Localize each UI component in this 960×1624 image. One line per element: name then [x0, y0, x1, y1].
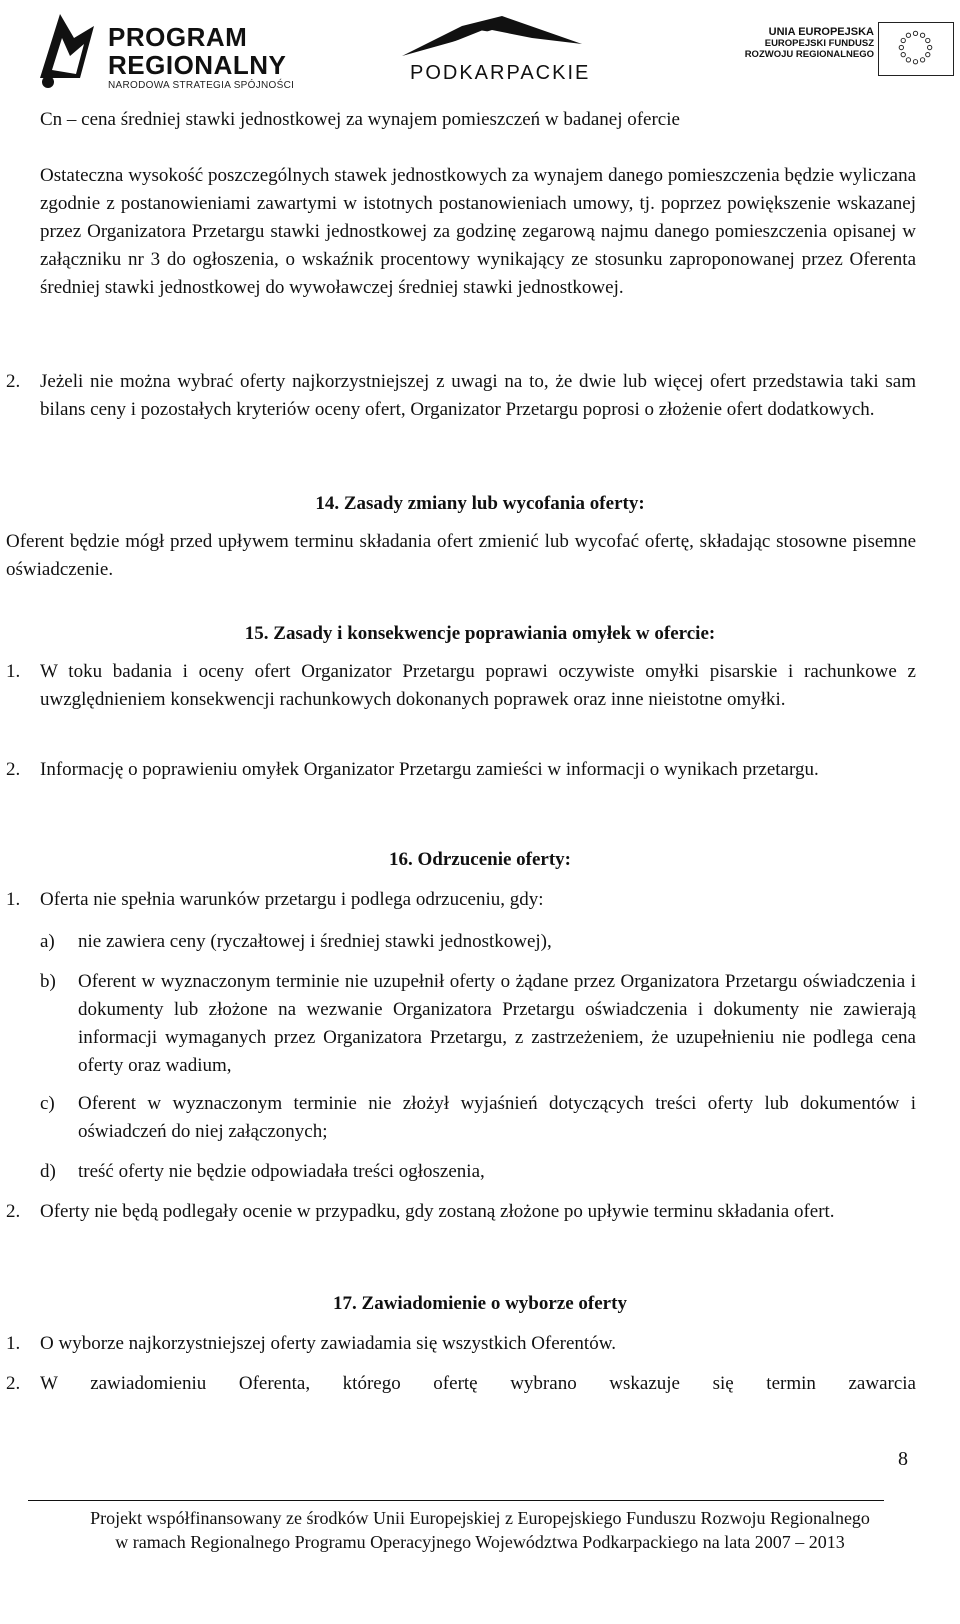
section-15-item-2: Informację o poprawieniu omyłek Organizator Przetargu zamieści w informacji o wynikach przetargu.: [40, 759, 819, 780]
eu-flag-icon: [878, 22, 954, 76]
eu-line-3: ROZWOJU REGIONALNEGO: [744, 49, 874, 60]
podkarpackie-mountains-icon: [392, 12, 592, 62]
section-14-heading: 14. Zasady zmiany lub wycofania oferty:: [315, 493, 645, 514]
podkarpackie-text: PODKARPACKIE: [410, 62, 591, 84]
list-number: 1.: [6, 1333, 21, 1354]
list-number: 2.: [6, 1373, 21, 1394]
footer-divider: [28, 1500, 884, 1501]
podkarpackie-logo: [392, 12, 592, 82]
section-16-item-1: Oferta nie spełnia warunków przetargu i podlega odrzuceniu, gdy:: [40, 889, 544, 910]
list-number: 2.: [6, 1201, 21, 1222]
list-letter: b): [40, 971, 56, 992]
section-17-item-1: O wyborze najkorzystniejszej oferty zawiadamia się wszystkich Oferentów.: [40, 1333, 616, 1354]
eu-logo: [720, 20, 960, 80]
list-number: 1.: [6, 661, 21, 682]
logo-line-regionalny: REGIONALNY: [108, 50, 287, 80]
list-letter: a): [40, 931, 55, 952]
section-16-heading: 16. Odrzucenie oferty:: [388, 849, 572, 870]
program-regionalny-logo: [28, 6, 308, 91]
section-16-letter-d: treść oferty nie będzie odpowiadała treści ogłoszenia,: [78, 1161, 485, 1182]
nss-logo-icon: [30, 8, 100, 92]
logo-line-program: PROGRAM: [108, 22, 248, 52]
list-number: 2.: [6, 371, 21, 392]
list-letter: d): [40, 1161, 56, 1182]
page-number: 8: [898, 1448, 908, 1470]
section-16-item-2: Oferty nie będą podlegały ocenie w przypadku, gdy zostaną złożone po upływie terminu składania ofert.: [40, 1201, 835, 1222]
section-17-item-2: W zawiadomieniu Oferenta, którego ofertę wybrano wskazuje się termin zawarcia: [40, 1373, 916, 1394]
section-17-heading: 17. Zawiadomienie o wyborze oferty: [333, 1293, 627, 1314]
page-header: [0, 0, 960, 95]
final-rate-paragraph: Ostateczna wysokość poszczególnych stawek jednostkowych za wynajem danego pomieszczenia będzie wyliczana zgodnie z postanowieniami zawartymi w istotnych postanowieniach umowy, tj. poprzez powiększenie wskazanej przez Organizatora Przetargu stawki jednostkowej za godzinę zegarową najmu danego pomieszczenia opisanej w załączniku nr 3 do ogłoszenia, o wskaźnik procentowy wynikający ze stosunku zaproponowanej przez Oferenta średniej stawki jednostkowej do wywoławczej średniej stawki jednostkowej.: [40, 165, 916, 298]
section-16-letter-b: Oferent w wyznaczonym terminie nie uzupełnił oferty o żądane przez Organizatora Przetargu oświadczenia i dokumenty lub złożone na wezwanie Organizatora Przetargu oświadczenia i dokumenty nie zawierają informacji wymaganych przez Organizatora Przetargu, z zastrzeżeniem, że uzupełnieniu nie podlega cena oferty oraz wadium,: [78, 971, 916, 1076]
section-15-item-1: W toku badania i oceny ofert Organizator Przetargu poprawi oczywiste omyłki pisarskie i rachunkowe z uwzględnieniem konsekwencji rachunkowych dokonanych poprawek oraz inne nieistotne omyłki.: [40, 661, 916, 710]
section-16-letter-a: nie zawiera ceny (ryczałtowej i średniej stawki jednostkowej),: [78, 931, 552, 952]
cn-definition: Cn – cena średniej stawki jednostkowej za wynajem pomieszczeń w badanej ofercie: [40, 109, 680, 130]
list-number: 1.: [6, 889, 21, 910]
tie-break-paragraph: Jeżeli nie można wybrać oferty najkorzystniejszej z uwagi na to, że dwie lub więcej ofert przedstawia taki sam bilans ceny i pozostałych kryteriów oceny ofert, Organizator Przetargu poprosi o złożenie ofert dodatkowych.: [40, 371, 916, 420]
eu-line-1: UNIA EUROPEJSKA: [768, 26, 874, 38]
footer-line-2: w ramach Regionalnego Programu Operacyjnego Województwa Podkarpackiego na lata 2007 – 2013: [115, 1532, 845, 1552]
eu-line-2: EUROPEJSKI FUNDUSZ: [764, 38, 874, 49]
logo-line-nss: NARODOWA STRATEGIA SPÓJNOŚCI: [108, 80, 295, 91]
list-letter: c): [40, 1093, 55, 1114]
section-15-heading: 15. Zasady i konsekwencje poprawiania omyłek w ofercie:: [244, 623, 716, 644]
section-16-letter-c: Oferent w wyznaczonym terminie nie złożył wyjaśnień dotyczących treści oferty lub dokumentów i oświadczeń do niej załączonych;: [78, 1093, 916, 1142]
page-footer: [0, 1506, 960, 1554]
eu-stars-icon: [879, 23, 952, 74]
footer-line-1: Projekt współfinansowany ze środków Unii Europejskiej z Europejskiego Funduszu Rozwoju Regionalnego: [90, 1508, 870, 1528]
list-number: 2.: [6, 759, 21, 780]
section-14-text: Oferent będzie mógł przed upływem terminu składania ofert zmienić lub wycofać ofertę, składając stosowne pisemne oświadczenie.: [6, 531, 916, 580]
